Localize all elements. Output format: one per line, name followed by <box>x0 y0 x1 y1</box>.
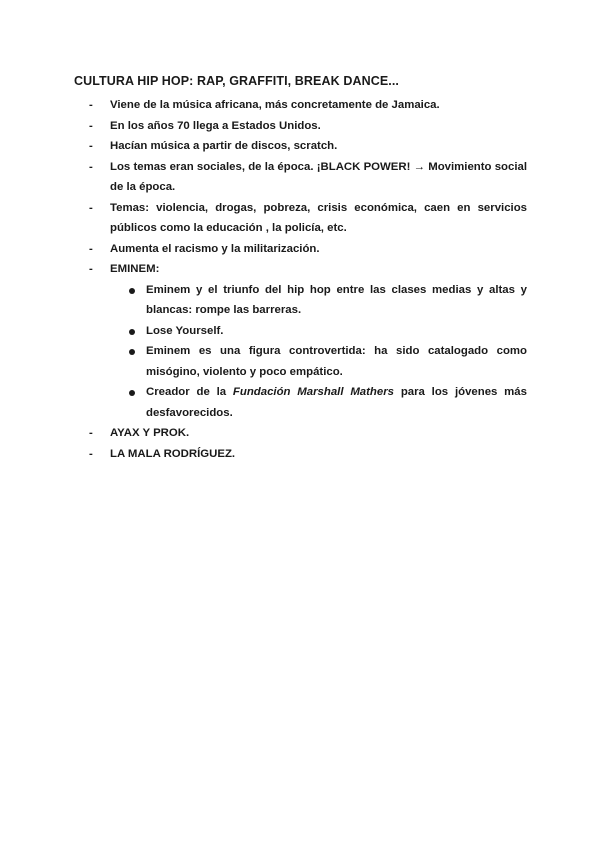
dash-marker: - <box>89 119 93 132</box>
foundation-prefix: Creador de la <box>146 386 227 398</box>
dash-marker: - <box>89 140 93 152</box>
foundation-name: Fundación Marshall Mathers <box>232 386 394 398</box>
list-item-text: AYAX Y PROK. <box>110 427 190 439</box>
bullet-dot-icon <box>129 349 135 355</box>
list-item-text: Viene de la música africana, más concretamente de Jamaica. <box>110 99 440 111</box>
sublist-item-text: Eminem y el triunfo del hip hop entre las clases medias y altas y blancas: rompe las barreras. <box>146 283 527 316</box>
list-item-text: Aumenta el racismo y la militarización. <box>110 242 320 255</box>
list-item <box>87 423 527 444</box>
main-list <box>87 95 527 464</box>
list-item <box>87 157 527 198</box>
list-item <box>87 198 527 239</box>
sublist-item <box>124 382 527 423</box>
list-item <box>87 95 527 116</box>
list-item <box>87 239 527 260</box>
document-title: CULTURA HIP HOP: RAP, GRAFFITI, BREAK DANCE... <box>74 74 399 88</box>
dash-marker: - <box>89 99 93 111</box>
list-item-text: En los años 70 llega a Estados Unidos. <box>110 119 321 132</box>
list-item-text: Temas: violencia, drogas, pobreza, crisis económica, caen en servicios públicos como la educación , la policía, etc. <box>110 201 527 234</box>
list-item-text: Los temas eran sociales, de la época. ¡BLACK POWER! → Movimiento social de la época. <box>110 160 527 193</box>
eminem-sublist <box>124 280 527 424</box>
list-item-text: LA MALA RODRÍGUEZ. <box>110 447 236 460</box>
list-item-text: EMINEM: <box>110 263 160 275</box>
dash-marker: - <box>89 427 93 439</box>
list-item <box>87 136 527 157</box>
sublist-item-text: Lose Yourself. <box>146 324 224 337</box>
list-item <box>87 444 527 465</box>
bullet-dot-icon <box>129 390 135 396</box>
list-item-eminem <box>87 259 527 423</box>
list-item <box>87 116 527 137</box>
sublist-item <box>124 321 527 342</box>
dash-marker: - <box>89 201 93 214</box>
dash-marker: - <box>89 242 93 255</box>
dash-marker: - <box>89 447 93 460</box>
foundation-suffix: para los jóvenes más desfavorecidos. <box>146 386 527 419</box>
sublist-item <box>124 280 527 321</box>
bullet-dot-icon <box>129 288 135 294</box>
list-item-text: Hacían música a partir de discos, scratch. <box>110 140 338 152</box>
sublist-item <box>124 341 527 382</box>
dash-marker: - <box>89 160 93 173</box>
bullet-dot-icon <box>129 329 135 335</box>
sublist-item-text: Eminem es una figura controvertida: ha sido catalogado como misógino, violento y poco empático. <box>146 345 527 378</box>
dash-marker: - <box>89 263 93 275</box>
